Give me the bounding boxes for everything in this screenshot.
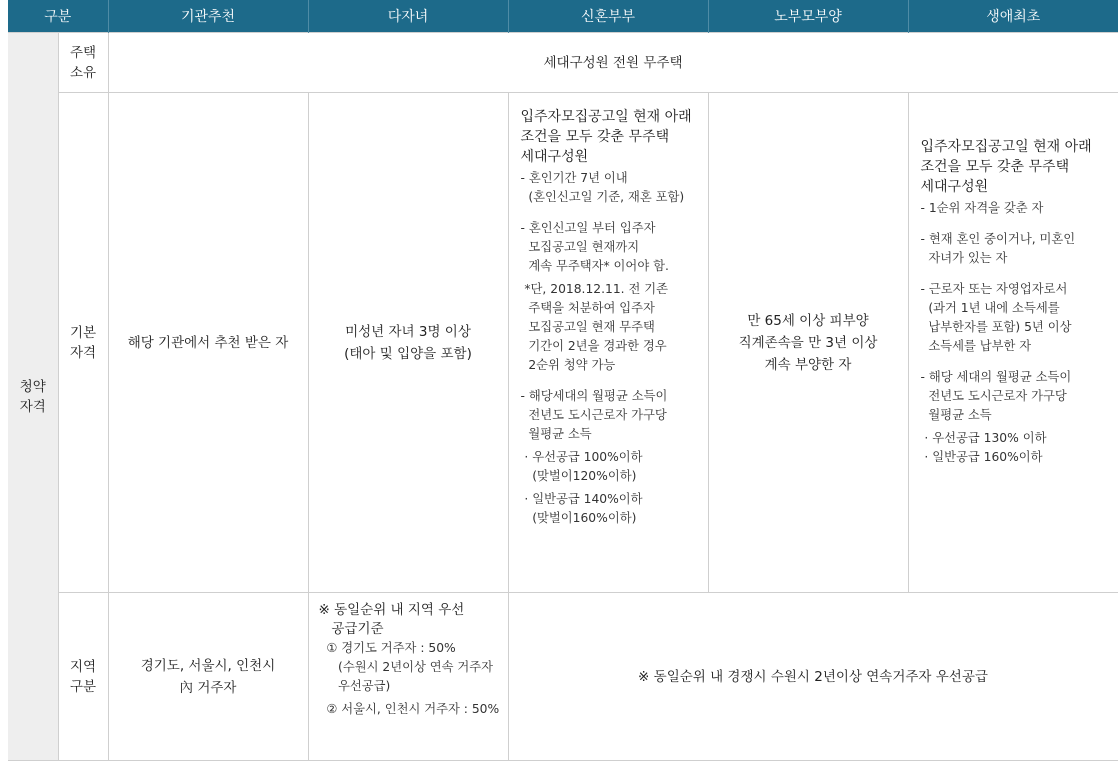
first-home-item: - 해당 세대의 월평균 소득이 전년도 도시근로자 가구당 월평균 소득	[920, 370, 1072, 422]
region-agency: 경기도, 서울시, 인천시 內 거주자	[108, 593, 308, 761]
header-agency: 기관추천	[108, 0, 308, 33]
newlywed-item: · 우선공급 100%이하 (맞벌이120%이하)	[524, 450, 643, 483]
header-elderly: 노부모부양	[708, 0, 908, 33]
row-label-housing	[58, 33, 108, 93]
row-label-basic	[58, 93, 108, 593]
first-home-head: 입주자모집공고일 현재 아래 조건을 모두 갖춘 무주택 세대구성원	[920, 139, 1092, 195]
first-home-item: - 1순위 자격을 갖춘 자	[920, 201, 1044, 215]
header-row	[8, 0, 1118, 33]
eligibility-table	[8, 0, 1118, 761]
side-label-eligibility	[8, 33, 58, 761]
basic-first-home	[908, 93, 1118, 593]
newlywed-item: · 일반공급 140%이하 (맞벌이160%이하)	[524, 492, 643, 525]
header-category: 구분	[8, 0, 108, 33]
row-housing	[8, 33, 1118, 93]
row-region	[8, 593, 1118, 761]
region-multichild	[308, 593, 508, 761]
newlywed-item: *단, 2018.12.11. 전 기존 주택을 처분하여 입주자 모집공고일 현재 무주택 기간이 2년을 경과한 경우 2순위 청약 가능	[524, 282, 669, 372]
housing-value: 세대구성원 전원 무주택	[108, 33, 1118, 93]
region-multichild-head: ※ 동일순위 내 지역 우선 공급기준	[318, 602, 465, 637]
header-multichild: 다자녀	[308, 0, 508, 33]
newlywed-item: - 혼인기간 7년 이내 (혼인신고일 기준, 재혼 포함)	[520, 171, 685, 204]
basic-multichild: 미성년 자녀 3명 이상 (태아 및 입양을 포함)	[308, 93, 508, 593]
row-label-housing-text: 주택 소유	[69, 44, 97, 81]
row-basic	[8, 93, 1118, 593]
region-multichild-item: ① 경기도 거주자 : 50% (수원시 2년이상 연속 거주자 우선공급)	[326, 641, 494, 693]
basic-elderly: 만 65세 이상 피부양 직계존속을 만 3년 이상 계속 부양한 자	[708, 93, 908, 593]
basic-newlywed	[508, 93, 708, 593]
row-label-basic-text: 기본 자격	[69, 324, 97, 361]
first-home-item: · 우선공급 130% 이하 · 일반공급 160%이하	[924, 431, 1047, 464]
first-home-item: - 현재 혼인 중이거나, 미혼인 자녀가 있는 자	[920, 232, 1076, 265]
row-label-region-text: 지역 구분	[69, 658, 97, 695]
header-newlywed: 신혼부부	[508, 0, 708, 33]
first-home-item: - 근로자 또는 자영업자로서 (과거 1년 내에 소득세를 납부한자를 포함) 5년 이상 소득세를 납부한 자	[920, 282, 1072, 353]
region-rest: ※ 동일순위 내 경쟁시 수원시 2년이상 연속거주자 우선공급	[508, 593, 1118, 761]
newlywed-item: - 혼인신고일 부터 입주자 모집공고일 현재까지 계속 무주택자* 이어야 함.	[520, 221, 669, 273]
side-label-text: 청약 자격	[19, 378, 46, 415]
row-label-region	[58, 593, 108, 761]
newlywed-item: - 해당세대의 월평균 소득이 전년도 도시근로자 가구당 월평균 소득	[520, 389, 668, 441]
header-first-home: 생애최초	[908, 0, 1118, 33]
region-multichild-item: ② 서울시, 인천시 거주자 : 50%	[318, 702, 500, 716]
basic-agency: 해당 기관에서 추천 받은 자	[108, 93, 308, 593]
newlywed-head: 입주자모집공고일 현재 아래 조건을 모두 갖춘 무주택 세대구성원	[520, 109, 692, 165]
